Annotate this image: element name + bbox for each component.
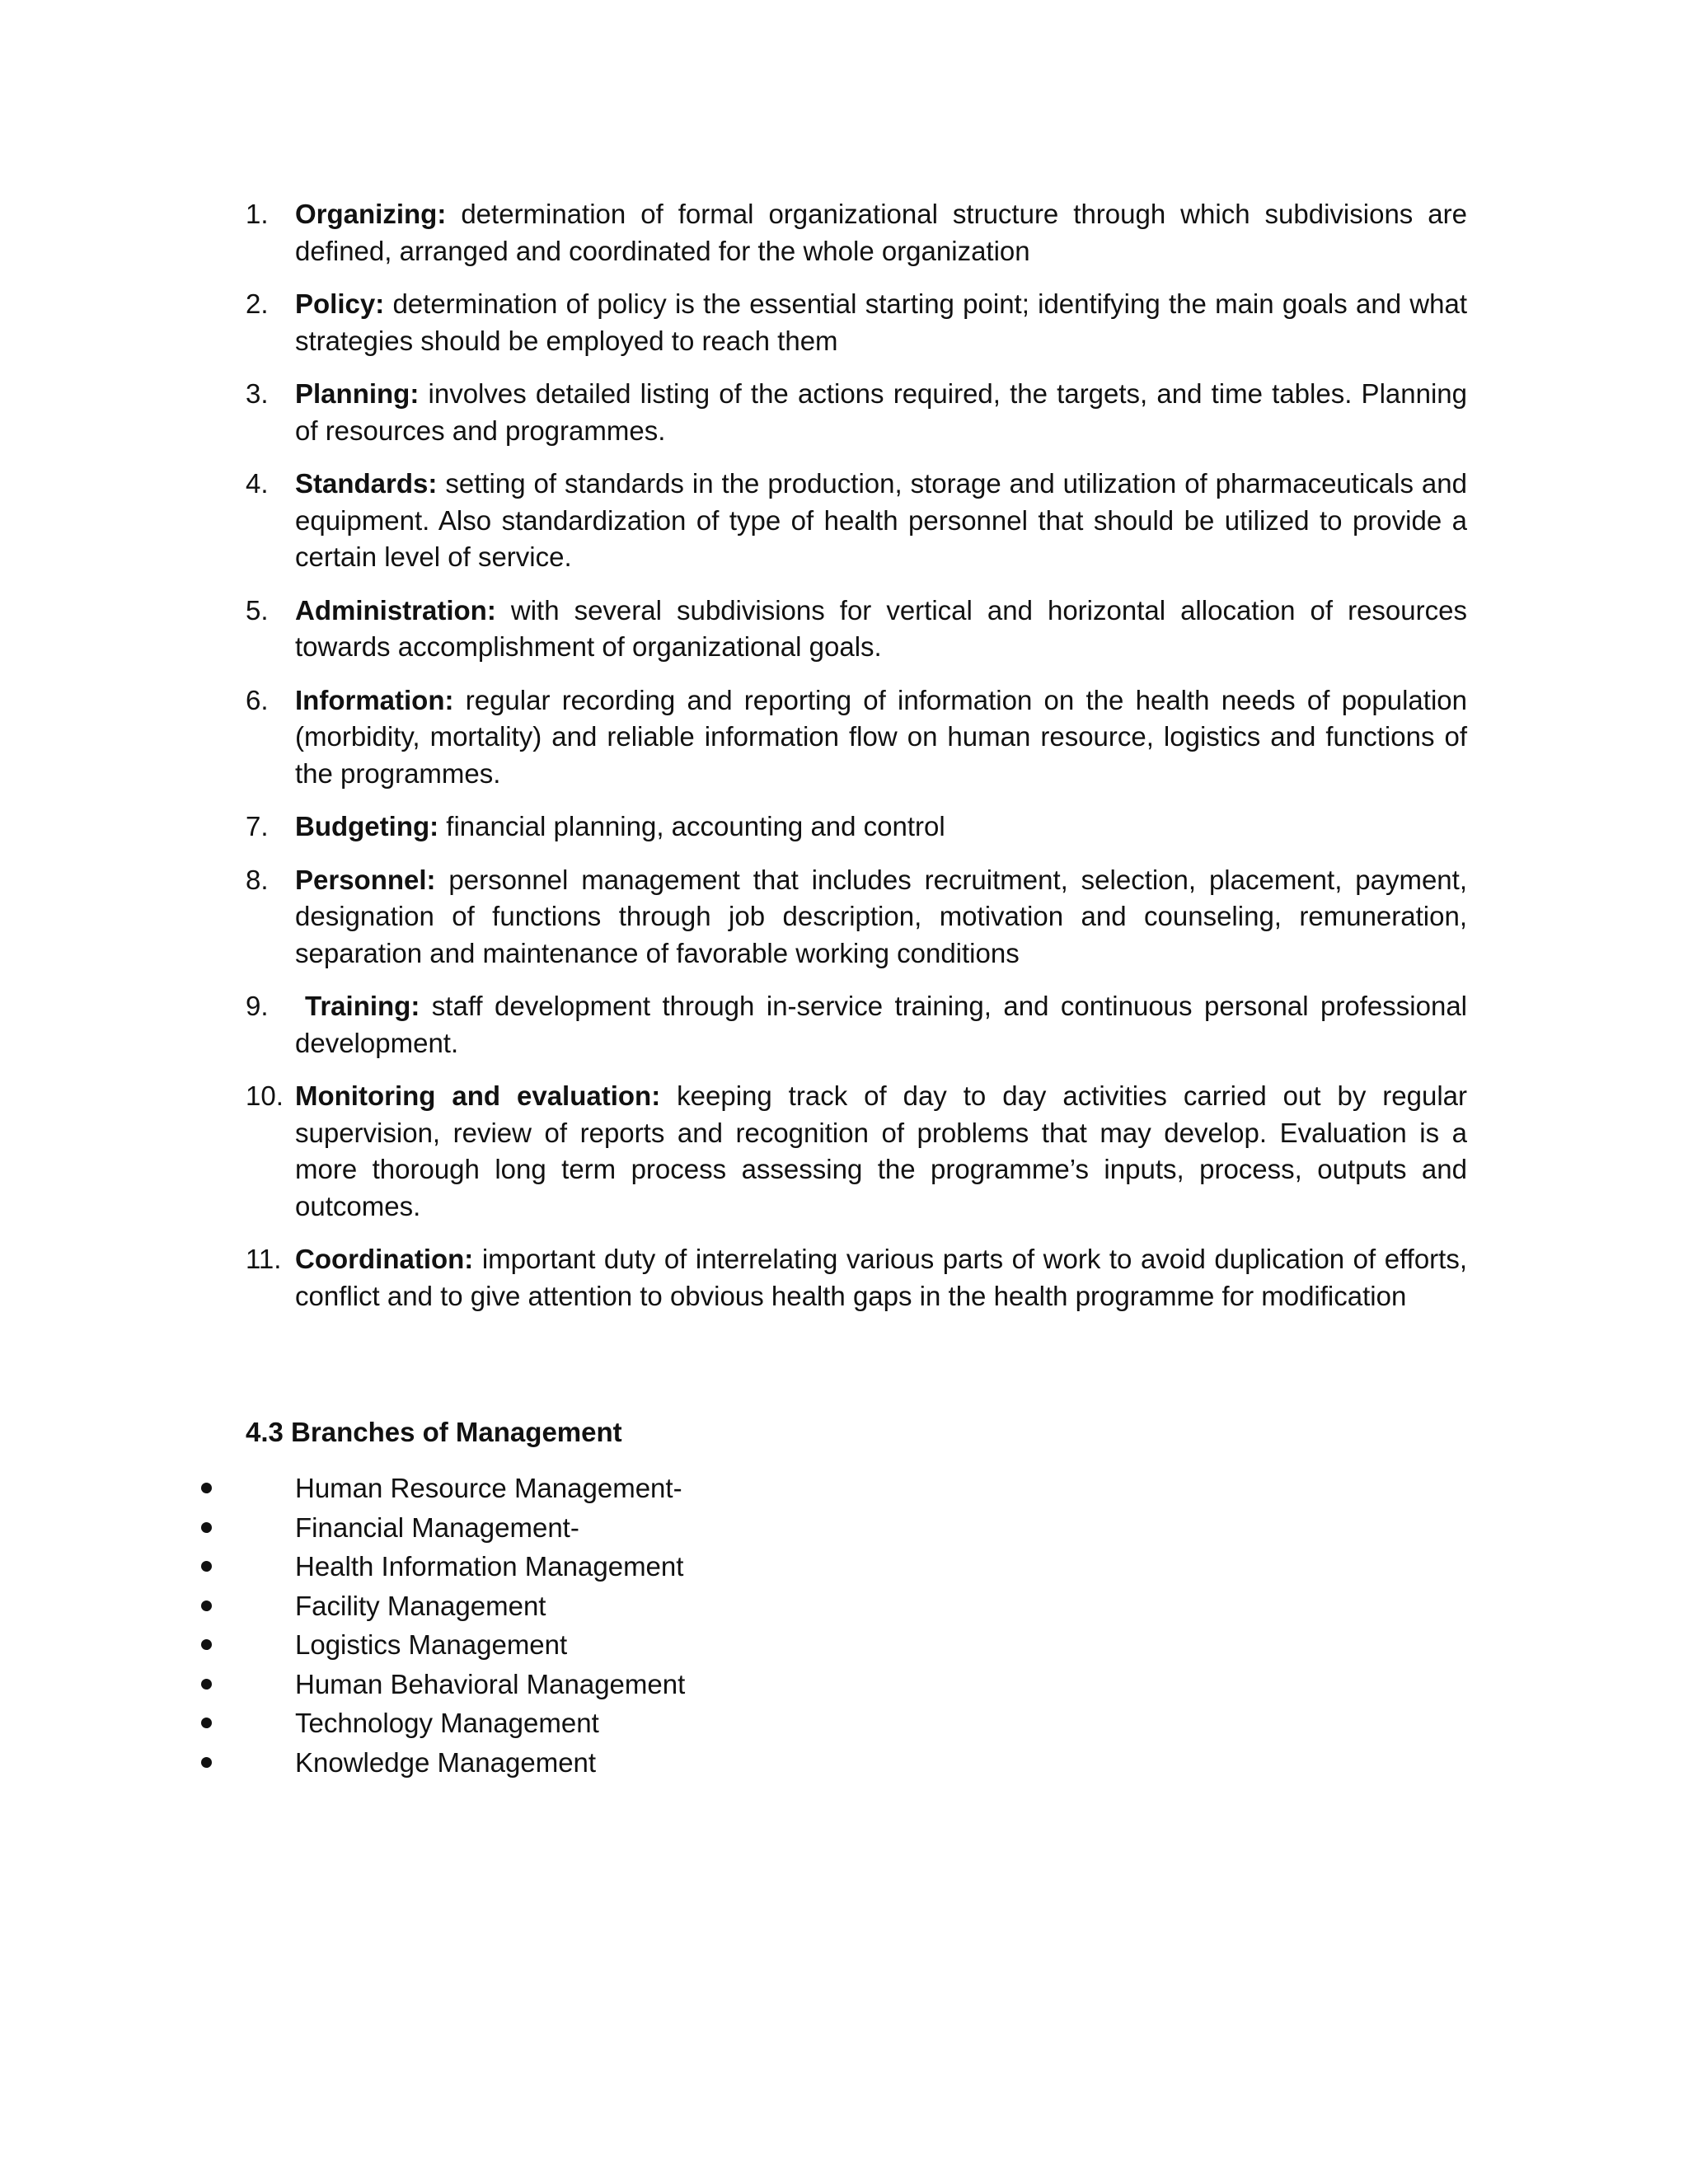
list-item [246, 988, 1467, 1062]
branch-item [195, 1665, 685, 1704]
item-number: 9. [246, 991, 269, 1021]
bullet-icon [201, 1679, 212, 1690]
item-number: 5. [246, 594, 269, 626]
item-term: Standards: [295, 468, 438, 499]
item-text: determination of formal organizational structure through which subdivisions are defined, arranged and coordinated for the whole organization [295, 199, 1467, 266]
list-item [246, 466, 1467, 576]
item-text: financial planning, accounting and control [438, 811, 945, 841]
item-term: Policy: [295, 288, 385, 319]
branch-item [195, 1586, 685, 1626]
section-heading: 4.3 Branches of Management [246, 1417, 622, 1447]
item-text: involves detailed listing of the actions required, the targets, and time tables. Planning of resources and programmes. [295, 378, 1467, 446]
branches-list [195, 1469, 685, 1782]
list-item [246, 376, 1467, 449]
item-term: Coordination: [295, 1244, 474, 1274]
branch-label: Financial Management- [295, 1511, 579, 1543]
item-text: with several subdivisions for vertical and horizontal allocation of resources towards accomplishment of organizational goals. [295, 594, 1467, 662]
item-number: 7. [246, 811, 269, 841]
item-number: 4. [246, 468, 269, 499]
branch-item [195, 1704, 685, 1743]
item-number: 11. [246, 1244, 282, 1274]
branch-label: Health Information Management [295, 1551, 684, 1582]
bullet-icon [201, 1561, 212, 1572]
item-term: Administration: [295, 594, 496, 626]
bullet-icon [201, 1757, 212, 1768]
item-number: 8. [246, 864, 269, 895]
item-text: staff development through in-service training, and continuous personal professional development. [295, 991, 1467, 1058]
list-item [246, 593, 1467, 666]
branch-label: Human Resource Management- [295, 1473, 682, 1503]
bullet-icon [201, 1601, 212, 1611]
item-text: regular recording and reporting of information on the health needs of population (morbidity, mortality) and reliable information flow on human resource, logistics and functions of the programmes. [295, 684, 1467, 789]
item-term: Organizing: [295, 199, 447, 229]
management-functions-list [246, 196, 1467, 1331]
list-item [246, 1241, 1467, 1315]
branch-label: Logistics Management [295, 1629, 568, 1660]
item-term: Budgeting: [295, 811, 439, 841]
branch-item [195, 1547, 685, 1586]
branch-item [195, 1469, 685, 1508]
item-number: 2. [246, 288, 269, 319]
bullet-icon [201, 1483, 212, 1493]
list-item [246, 682, 1467, 793]
item-number: 6. [246, 684, 269, 715]
list-item [246, 808, 1467, 846]
branch-item [195, 1743, 685, 1783]
item-text: keeping track of day to day activities carried out by regular supervision, review of reports and recognition of problems that may develop. Evaluation is a more thorough long term process assessing the programme’s inputs, process, outputs and outcomes. [295, 1080, 1467, 1221]
list-item [246, 196, 1467, 269]
item-text: setting of standards in the production, storage and utilization of pharmaceuticals and equipment. Also standardization of type of health personnel that should be utilized to provide a certain level of service. [295, 468, 1467, 572]
list-item [246, 862, 1467, 972]
bullet-icon [201, 1718, 212, 1728]
branch-label: Knowledge Management [295, 1746, 597, 1778]
item-term: Information: [295, 684, 454, 715]
item-text: determination of policy is the essential starting point; identifying the main goals and what strategies should be employed to reach them [295, 288, 1467, 356]
list-item [246, 286, 1467, 359]
item-text: personnel management that includes recruitment, selection, placement, payment, designation of functions through job description, motivation and counseling, remuneration, separation and maintenance of favorable working conditions [295, 864, 1467, 968]
item-term: Personnel: [295, 864, 436, 895]
branch-label: Facility Management [295, 1590, 546, 1621]
bullet-icon [201, 1639, 212, 1650]
bullet-icon [201, 1522, 212, 1533]
item-body [295, 991, 1467, 1058]
branch-label: Human Behavioral Management [295, 1668, 686, 1699]
item-term: Planning: [295, 378, 420, 409]
branch-label: Technology Management [295, 1708, 599, 1738]
list-item [246, 1078, 1467, 1225]
item-text: important duty of interrelating various parts of work to avoid duplication of efforts, conflict and to give attention to obvious health gaps in the health programme for modification [295, 1244, 1467, 1311]
item-number: 1. [246, 199, 269, 229]
branch-item [195, 1625, 685, 1665]
item-number: 10. [246, 1080, 284, 1111]
item-term: Training: [305, 991, 420, 1021]
branch-item [195, 1508, 685, 1548]
item-number: 3. [246, 378, 269, 409]
item-term: Monitoring and evaluation: [295, 1080, 661, 1111]
